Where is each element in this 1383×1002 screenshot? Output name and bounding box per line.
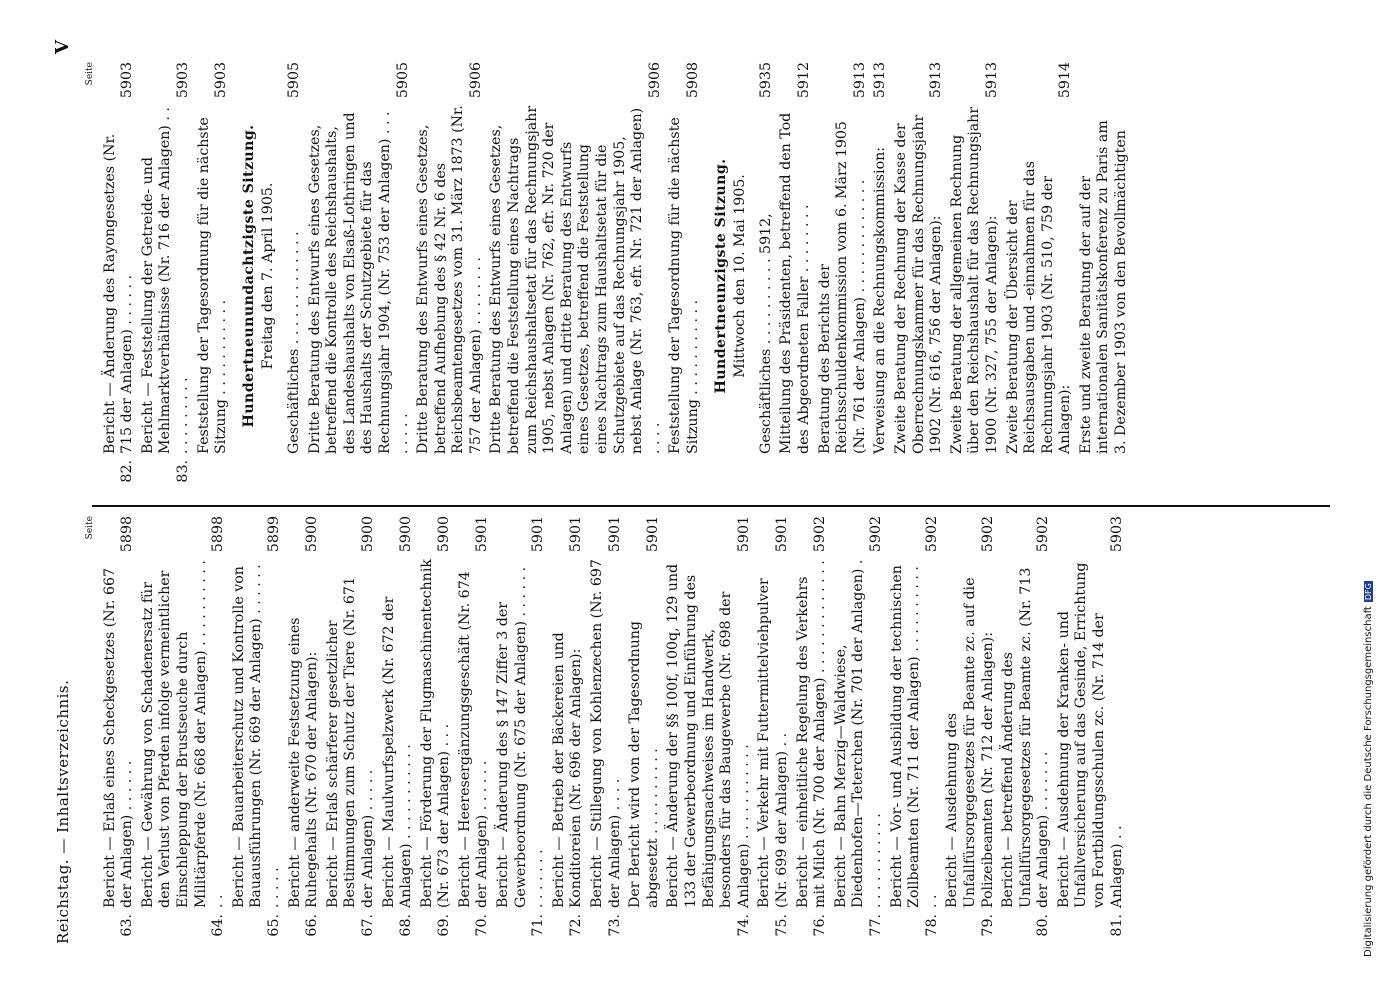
entry-number: 68. [398, 914, 415, 937]
entry-text: Bericht — betreffend Änderung des Unfallfürsorgegesetzes für Beamte zc. (Nr. 713 der Anlagen) . . . . . . . [1000, 567, 1052, 908]
entry-number: 72. [568, 914, 585, 937]
entry-text: Feststellung der Tagesordnung für die nächste Sitzung . . . . . . . . . . . [667, 117, 701, 454]
entry-page: 5903 [174, 62, 191, 99]
toc-entry [140, 516, 228, 944]
entry-page: 5935 [757, 62, 774, 99]
entry-page: 5908 [685, 62, 701, 99]
toc-entry [1000, 516, 1053, 944]
entry-text: Dritte Beratung des Entwurfs eines Gesetzes, betreffend die Kontrolle des Reichshaushalts, des Landeshaushalts von Elsaß-Lothringen und des Haushalts der Schutzgebiete für das Rechnungsjahr 1904, (Nr. 753 der Anlagen) . . . . . . . . [306, 111, 411, 454]
entry-text: Bericht — Gewährung von Schadenersatz für den Verlust von Pferden infolge vermeintlicher Einschleppung der Brustseuche durch Militärpferde (Nr. 668 der Anlagen) . . . . . . . . . . . . [139, 560, 227, 908]
toc-entry [778, 62, 813, 490]
entry-page: 5899 [265, 516, 282, 553]
entry-number: 66. [304, 914, 321, 937]
entry-page: 5903 [1108, 516, 1125, 553]
entry-page: 5902 [1035, 516, 1052, 553]
session-date: Freitag den 7. April 1905. [260, 182, 277, 370]
toc-entry [325, 516, 378, 944]
entry-page: 5906 [467, 62, 484, 99]
toc-entry [1056, 516, 1126, 944]
entry-number: 78. [923, 914, 940, 937]
entry-text: Geschäftliches . . . . . . . . . . 5912, [757, 213, 774, 454]
entry-text: Zweite Beratung der allgemeinen Rechnung über den Reichshaushalt für das Rechnungsjahr 1900 (Nr. 327, 755 der Anlagen): [948, 106, 1000, 454]
entry-text: Bericht — einheitliche Regelung des Verkehrs mit Milch (Nr. 700 der Anlagen) . . . . . . . . . . . . . [794, 560, 829, 908]
entry-text: Bericht — Ausdehnung des Unfallfürsorgegesetzes für Beamte zc. auf die Polizeibeamten (Nr. 712 der Anlagen): [944, 577, 996, 908]
entry-text: Feststellung der Tagesordnung für die nächste Sitzung . . . . . . . . . . . [195, 117, 230, 454]
entry-number: 67. [359, 914, 376, 937]
entry-text: Bericht — Stillegung von Kohlenzechen (Nr. 697 der Anlagen) . . . . [589, 559, 623, 908]
entry-page: 5902 [867, 516, 884, 553]
entry-page: 5901 [606, 516, 623, 553]
toc-entry [1005, 62, 1075, 490]
entry-page: 5913 [851, 62, 868, 99]
entry-text: Zweite Beratung der Rechnung der Kasse der Oberrechnungskammer für das Rechnungsjahr 1902 (Nr. 616, 756 der Anlagen): [892, 114, 945, 454]
entry-number: 65. [265, 914, 282, 937]
entry-page: 5900 [398, 516, 415, 553]
session-heading [713, 62, 750, 490]
toc-entry [488, 62, 664, 490]
toc-entry [667, 62, 702, 490]
entry-page: 5901 [530, 516, 547, 553]
entry-text: Beratung des Berichts der Reichsschuldenkommission vom 6. März 1905 (Nr. 761 der Anlagen) . . . . . . . . . . . . . [816, 121, 868, 454]
toc-entry [889, 516, 942, 944]
toc-entry [893, 62, 946, 490]
entry-page: 5902 [923, 516, 940, 553]
entry-text: Bericht — anderweite Festsetzung eines Ruhegehalts (Nr. 670 der Anlagen): [286, 617, 321, 908]
entry-number: 81. [1108, 914, 1125, 937]
entry-number: 63. [119, 914, 136, 937]
toc-entry [1078, 62, 1131, 490]
toc-entry [102, 62, 137, 490]
entry-text: Bericht — Bauarbeiterschutz und Kontrolle von Bauausführungen (Nr. 669 der Anlagen) . . . . . . . . . . . [230, 564, 282, 908]
session-title: Hundertneunzigste Sitzung. [712, 158, 729, 394]
entry-page: 5901 [773, 516, 790, 553]
entry-text: Zweite Beratung der Übersicht der Reichsausgaben und -einnahmen für das Rechnungsjahr 1903 (Nr. 510, 759 der Anlagen): [1004, 161, 1074, 454]
entry-text: Bericht — Erlaß eines Scheckgesetzes (Nr. 667 der Anlagen) . . . . . . [101, 567, 136, 908]
toc-entry [415, 62, 485, 490]
entry-text: Bericht — Änderung des Rayongesetzes (Nr. 715 der Anlagen) . . . . . . [101, 133, 136, 454]
entry-text: Bericht — Förderung der Flugmaschinentechnik (Nr. 673 der Anlagen) . . . [418, 559, 453, 908]
entry-text: Bericht — Änderung des § 147 Ziffer 3 der Gewerbeordnung (Nr. 675 der Anlagen) . . . . . . . . . . . . . [495, 566, 547, 908]
entry-number: 83. [174, 460, 191, 483]
entry-text: Bericht — Bahn Merzig—Waldwiese, Diedenhofen—Teterchen (Nr. 701 der Anlagen) . . . . . . . . . . . . [832, 559, 884, 908]
entry-number: 75. [773, 914, 790, 937]
header-title: Reichstag. — Inhaltsverzeichnis. [54, 679, 72, 944]
toc-entry [457, 516, 492, 944]
entry-text: Bericht — Maulwurfspelzwerk (Nr. 672 der Anlagen) . . . . . . . . . . . [380, 596, 415, 908]
entry-number: 70. [474, 914, 491, 937]
entry-text: Bericht — Änderung der §§ 100f, 100q, 129 und 133 der Gewerbeordnung und Einführung des Befähigungsnachweises im Handwerk, besonders für das Baugewerbe (Nr. 698 der Anlagen) . . . . . . . . . . . [665, 563, 752, 908]
left-column [82, 516, 1129, 944]
toc-entry [102, 516, 137, 944]
toc-entry [872, 62, 890, 490]
session-title: Hundertneunundachtzigste Sitzung. [240, 124, 257, 428]
toc-entry [949, 62, 1002, 490]
toc-entry [944, 516, 997, 944]
toc-entry [419, 516, 454, 944]
entry-text: Bericht — Vor- und Ausbildung der technischen Zollbeamten (Nr. 711 der Anlagen) . . . . . . . . . . . . [888, 565, 940, 908]
entry-number: 79. [979, 914, 996, 937]
entry-page: 5900 [436, 516, 453, 553]
seite-label: Seite [85, 62, 95, 86]
entry-text: Dritte Beratung des Entwurfs eines Gesetzes, betreffend die Feststellung eines Nachtrags zum Reichshaushaltsetat für das Rechnungsjahr 1905, nebst Anlagen (Nr. 762, efr. Nr. 720 der Anlagen) und dritte Beratung des Entwurfs eines Gesetzes, betreffend die Feststellung eines Nachtrags zum Haushaltsetat für die Schutzgebiete auf das Rechnungsjahr 1905, nebst Anlage (Nr. 763, efr. Nr. 721 der Anlagen) . . . . [488, 105, 663, 454]
entry-page: 5900 [304, 516, 321, 553]
toc-entry [286, 62, 304, 490]
entry-text: Bericht — Erlaß schärferer gesetzlicher Bestimmungen zum Schutz der Tiere (Nr. 671 der Anlagen) . . . . . [324, 577, 376, 908]
entry-page: 5913 [983, 62, 1000, 99]
toc-entry [627, 516, 662, 944]
entry-number: 82. [119, 460, 136, 483]
entry-text: Dritte Beratung des Entwurfs eines Gesetzes, betreffend Aufhebung des § 42 Nr. 6 des Reichsbeamtengesetzes vom 31. März 1873 (Nr. 757 der Anlagen) . . . . . . . . [415, 105, 484, 454]
entry-number: 80. [1035, 914, 1052, 937]
toc-entry [758, 62, 776, 490]
entry-number: 64. [210, 914, 227, 937]
entry-page: 5902 [979, 516, 996, 553]
entry-number: 76. [812, 914, 829, 937]
entry-page: 5901 [568, 516, 585, 553]
toc-entry [665, 516, 753, 944]
dfg-logo: DFG [1364, 583, 1373, 601]
entry-page: 5900 [359, 516, 376, 553]
toc-entry [381, 516, 416, 944]
seite-label: Seite [85, 516, 95, 540]
toc-entry [833, 516, 886, 944]
toc-entry [589, 516, 624, 944]
entry-number: 69. [436, 914, 453, 937]
entry-text: Der Bericht wird von der Tagesordnung abgesetzt . . . . . . . . . . [627, 620, 661, 908]
toc-entry [795, 516, 830, 944]
entry-number: 74. [735, 914, 752, 937]
entry-page: 5901 [735, 516, 752, 553]
toc-entry [307, 62, 413, 490]
digitization-credit [1363, 0, 1374, 1002]
entry-page: 5912 [795, 62, 812, 99]
entry-number: 73. [606, 914, 623, 937]
entry-text: Erste und zweite Beratung der auf der internationalen Sanitätskonferenz zu Paris am 3. Dezember 1903 von den Bevollmächtigten [1077, 120, 1130, 454]
entry-page: 5898 [210, 516, 227, 553]
entry-page: 5901 [474, 516, 491, 553]
session-date: Mittwoch den 10. Mai 1905. [732, 174, 749, 378]
entry-page: 5914 [1057, 62, 1074, 99]
entry-text: Bericht — Betrieb der Bäckereien und Konditoreien (Nr. 696 der Anlagen): [550, 632, 585, 908]
entry-page: 5898 [119, 516, 136, 553]
toc-entry [140, 62, 193, 490]
toc-entry [817, 62, 870, 490]
toc-entry [495, 516, 548, 944]
entry-page: 5906 [646, 62, 663, 99]
entry-text: Bericht — Verkehr mit Futtermittelviehpulver (Nr. 699 der Anlagen) . . [756, 578, 790, 908]
toc-entry [756, 516, 791, 944]
entry-page: 5901 [644, 516, 661, 553]
page-header [54, 40, 76, 944]
toc-entry [231, 516, 284, 944]
entry-number: 77. [867, 914, 884, 937]
entry-page: 5905 [394, 62, 411, 99]
entry-page: 5913 [872, 62, 889, 99]
entry-page: 5913 [928, 62, 945, 99]
entry-text: Bericht — Heeresergänzungsgeschäft (Nr. 674 der Anlagen) . . . . . . [456, 571, 491, 908]
header-page-number: V [52, 40, 73, 54]
session-heading [241, 62, 278, 490]
entry-page: 5902 [812, 516, 829, 553]
entry-text: Verweisung an die Rechnungskommission: [872, 146, 889, 454]
entry-text: Bericht — Feststellung der Getreide- und Mehlmarktverhältnisse (Nr. 716 der Anlagen) . . . . . . . . . . . [139, 107, 191, 454]
right-column [82, 62, 1134, 490]
entry-page: 5903 [119, 62, 136, 99]
credit-text: Digitalisierung gefördert durch die Deutsche Forschungsgemeinschaft [1363, 606, 1374, 957]
entry-number: 71. [530, 914, 547, 937]
column-divider [92, 505, 1330, 507]
toc-entry [196, 62, 231, 490]
toc-entry [551, 516, 586, 944]
entry-text: Geschäftliches . . . . . . . . . . . . . [285, 231, 302, 454]
entry-text: Bericht — Ausdehnung der Kranken- und Unfallversicherung auf das Gesinde, Errichtung von Fortbildungsschulen zc. (Nr. 714 der Anlagen) . . [1055, 562, 1125, 908]
toc-entry [287, 516, 322, 944]
entry-page: 5903 [213, 62, 230, 99]
entry-text: Mitteilung des Präsidenten, betreffend den Tod des Abgeordneten Faller . . . . . . . . [778, 112, 812, 454]
entry-page: 5905 [285, 62, 302, 99]
